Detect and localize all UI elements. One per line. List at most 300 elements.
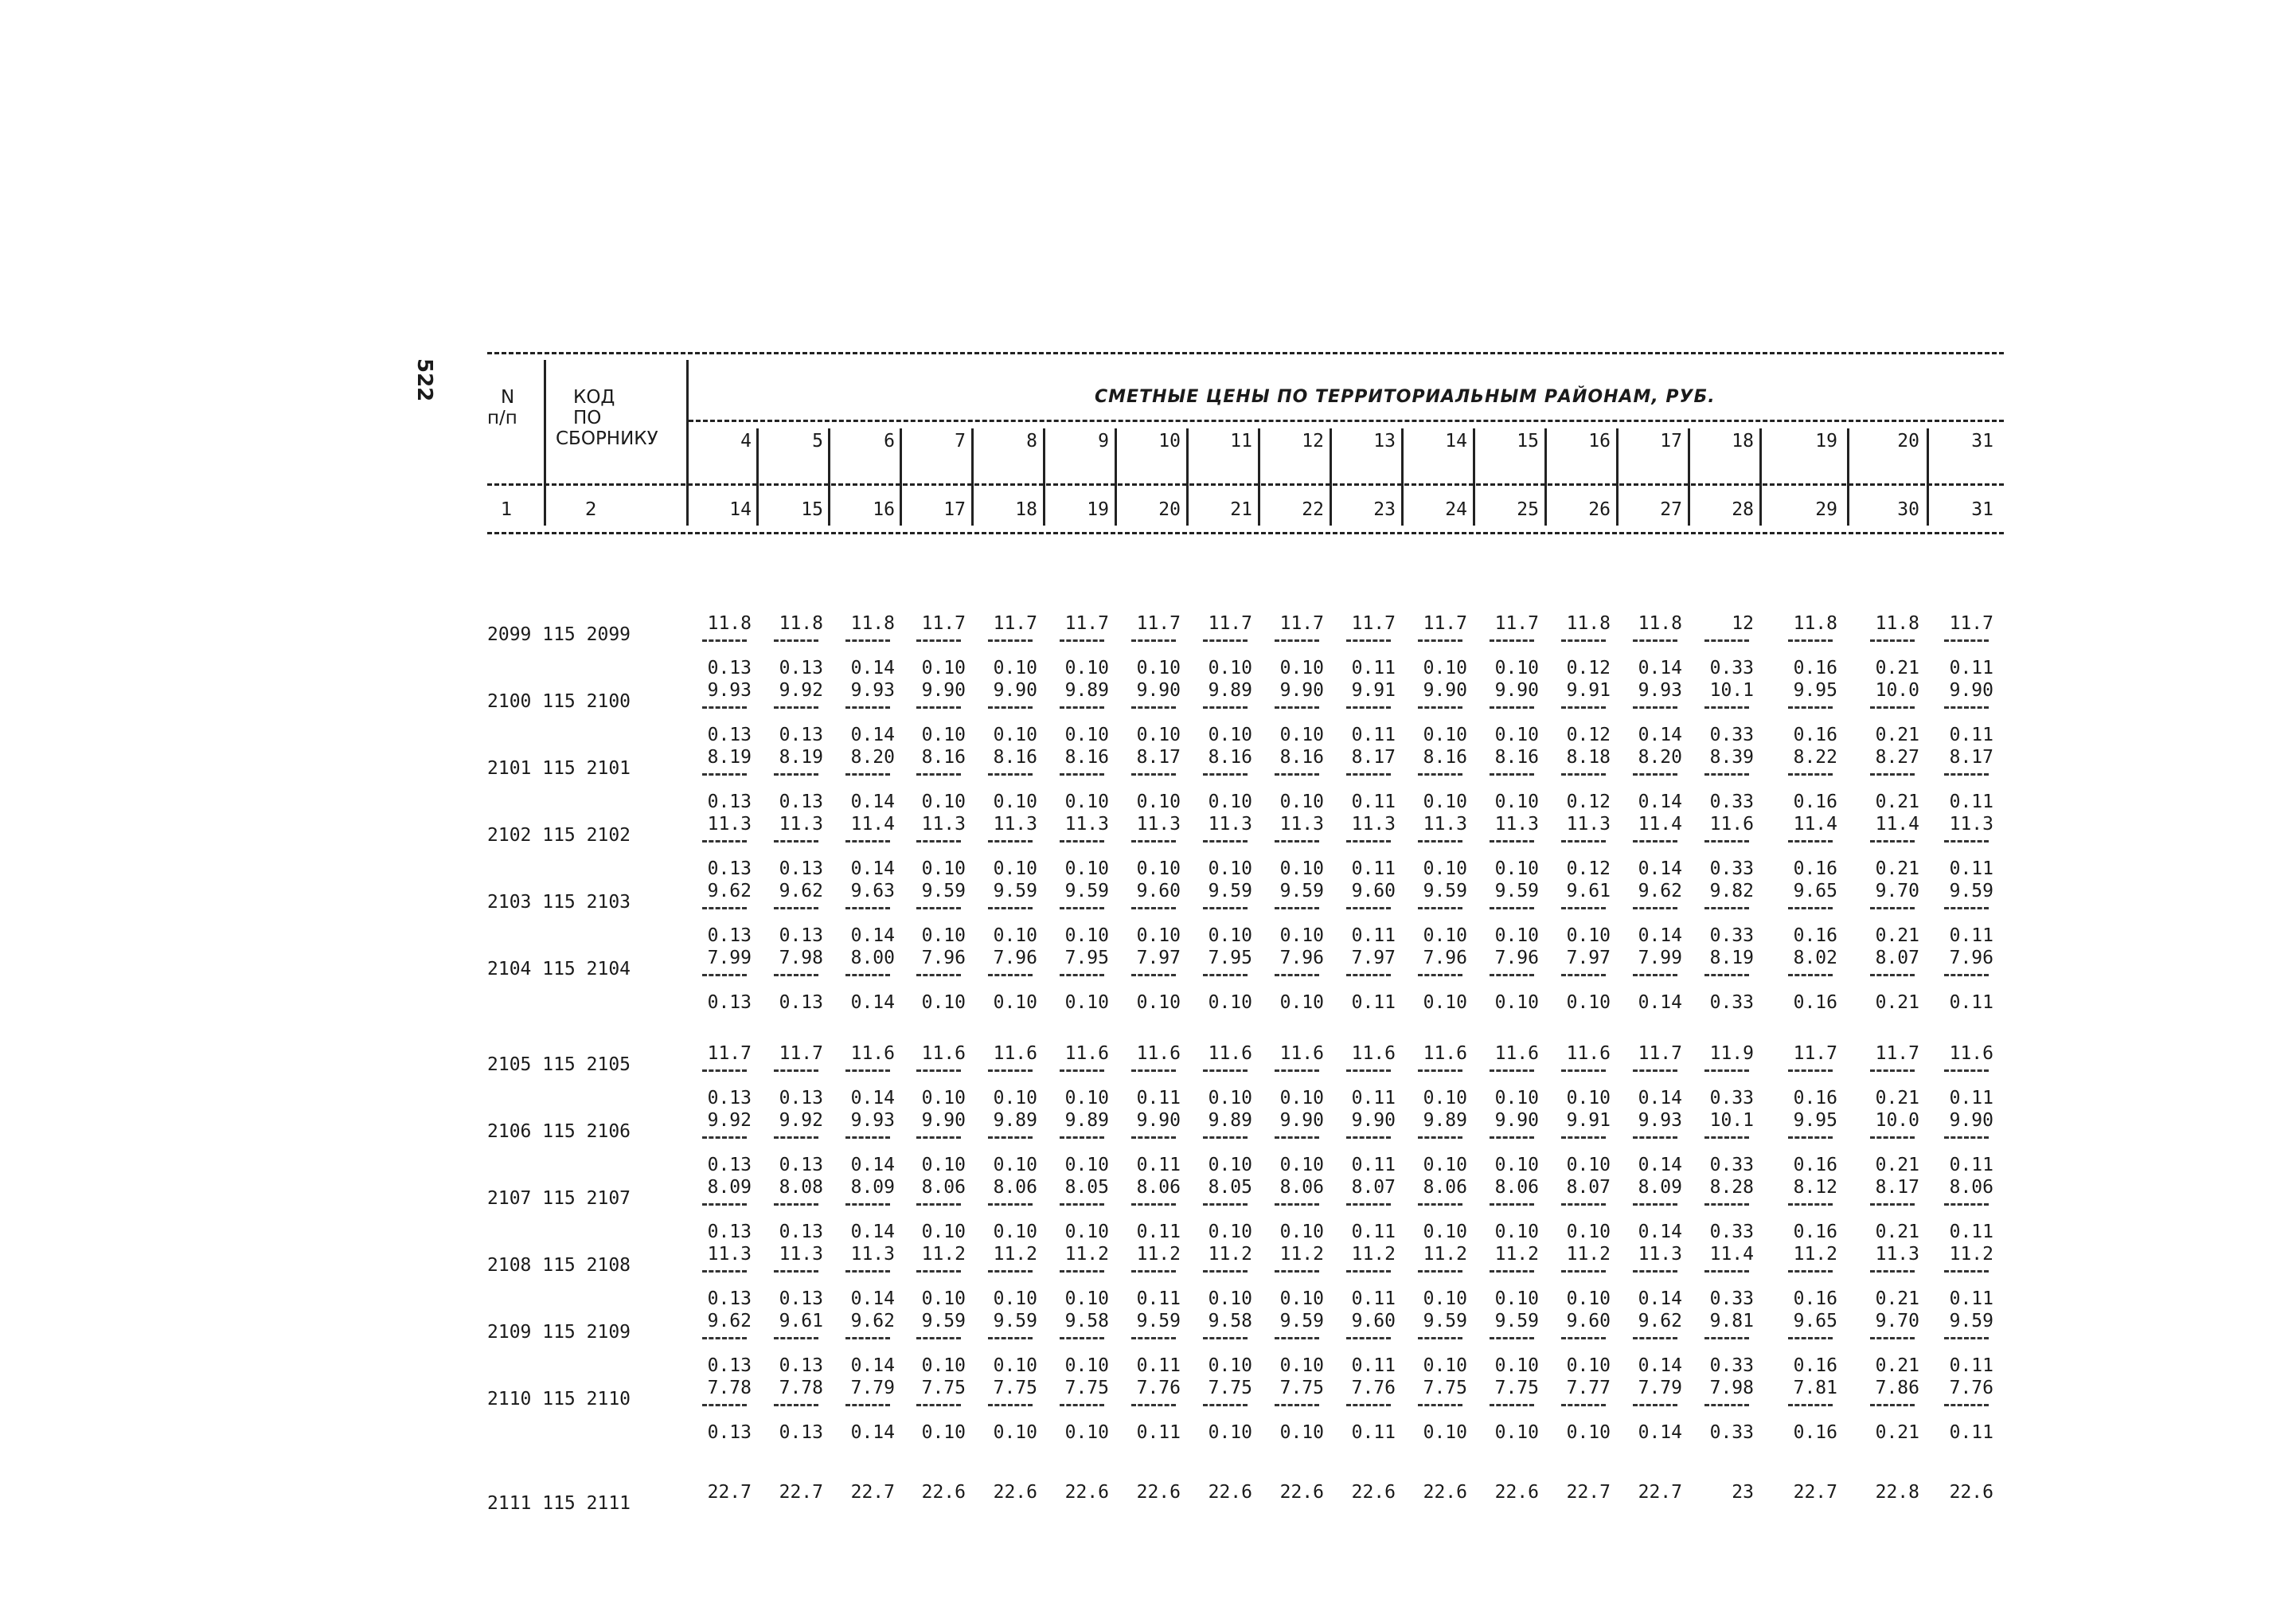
fraction-rule [702,974,747,976]
price-value: 7.76 [1351,1378,1396,1398]
coefficient-value: 0.11 [1136,1355,1181,1376]
fraction-rule [1704,1337,1749,1339]
fraction-rule [988,974,1033,976]
fraction-rule [1561,1337,1606,1339]
price-value: 11.6 [1064,1043,1109,1064]
price-value: 11.3 [1136,814,1181,835]
header-bottom-rule [487,532,2004,534]
price-value: 8.05 [1064,1177,1109,1198]
coefficient-value: 0.14 [1638,925,1682,946]
fraction-rule [1346,706,1391,709]
header-divider [686,360,689,526]
price-value: 11.6 [1709,814,1754,835]
fraction-rule [1203,840,1248,843]
header-divider [971,428,974,526]
price-value: 9.93 [850,1110,895,1131]
price-value: 7.96 [1279,948,1324,968]
row-code: 2111 115 2111 [487,1493,631,1514]
fraction-rule [1203,974,1248,976]
coefficient-value: 0.33 [1709,858,1754,879]
price-value: 22.6 [1351,1482,1396,1503]
coefficient-value: 0.16 [1793,658,1837,678]
fraction-rule [1870,1270,1915,1273]
fraction-rule [774,773,818,776]
row-code: 2103 115 2103 [487,892,631,913]
price-value: 7.95 [1064,948,1109,968]
fraction-rule [1788,1337,1833,1339]
fraction-rule [845,1136,890,1139]
price-value: 9.63 [850,881,895,901]
price-value: 11.4 [850,814,895,835]
header-index-2: 2 [585,499,597,520]
fraction-rule [1275,1337,1319,1339]
coefficient-value: 0.14 [1638,1422,1682,1443]
fraction-rule [845,1069,890,1072]
index-header: 14 [729,499,752,520]
coefficient-value: 0.21 [1875,658,1919,678]
row-code: 2102 115 2102 [487,825,631,846]
fraction-rule [1203,1136,1248,1139]
fraction-rule [1870,639,1915,642]
price-value: 8.20 [1638,747,1682,768]
fraction-rule [1561,1069,1606,1072]
fraction-rule [1275,773,1319,776]
fraction-rule [845,1404,890,1406]
fraction-rule [1275,907,1319,909]
price-value: 9.59 [1423,881,1467,901]
coefficient-value: 0.16 [1793,725,1837,745]
price-value: 9.92 [779,680,823,701]
fraction-rule [774,1136,818,1139]
fraction-rule [702,1136,747,1139]
fraction-rule [1704,907,1749,909]
coefficient-value: 0.10 [1208,992,1252,1013]
fraction-rule [1346,1203,1391,1206]
fraction-rule [1870,706,1915,709]
fraction-rule [774,1069,818,1072]
price-value: 8.16 [1279,747,1324,768]
coefficient-value: 0.10 [1494,1422,1539,1443]
price-value: 11.4 [1875,814,1919,835]
fraction-rule [988,1404,1033,1406]
row-code: 2108 115 2108 [487,1255,631,1276]
coefficient-value: 0.10 [1208,858,1252,879]
price-value: 8.09 [707,1177,752,1198]
price-value: 11.7 [1949,613,1993,634]
price-value: 8.39 [1709,747,1754,768]
coefficient-value: 0.16 [1793,1155,1837,1175]
fraction-rule [988,1136,1033,1139]
fraction-rule [1561,773,1606,776]
coefficient-value: 0.10 [1208,925,1252,946]
coefficient-value: 0.11 [1136,1422,1181,1443]
region-header: 9 [1098,431,1109,452]
fraction-rule [916,706,961,709]
header-divider [900,428,902,526]
coefficient-value: 0.10 [1279,858,1324,879]
fraction-rule [1704,1069,1749,1072]
price-value: 9.58 [1064,1311,1109,1331]
price-value: 11.2 [1136,1244,1181,1265]
coefficient-value: 0.10 [1494,1155,1539,1175]
price-value: 11.3 [1423,814,1467,835]
coefficient-value: 0.11 [1351,1355,1396,1376]
coefficient-value: 0.11 [1949,725,1993,745]
header-n-sub: п/п [487,408,517,428]
fraction-rule [1131,639,1176,642]
price-value: 11.2 [1793,1244,1837,1265]
coefficient-value: 0.13 [779,1422,823,1443]
coefficient-value: 0.10 [1494,1222,1539,1242]
price-value: 8.16 [921,747,966,768]
coefficient-value: 0.14 [850,1088,895,1108]
coefficient-value: 0.10 [993,1088,1037,1108]
index-header: 15 [801,499,823,520]
fraction-rule [1704,1270,1749,1273]
price-value: 7.96 [1494,948,1539,968]
price-value: 8.09 [1638,1177,1682,1198]
fraction-rule [916,1270,961,1273]
fraction-rule [1490,639,1534,642]
price-value: 11.6 [1566,1043,1611,1064]
coefficient-value: 0.10 [921,925,966,946]
price-value: 11.3 [1949,814,1993,835]
coefficient-value: 0.12 [1566,725,1611,745]
fraction-rule [1490,1337,1534,1339]
fraction-rule [1633,706,1677,709]
coefficient-value: 0.10 [1566,1088,1611,1108]
price-value: 9.95 [1793,1110,1837,1131]
coefficient-value: 0.10 [1566,1422,1611,1443]
coefficient-value: 0.10 [921,992,966,1013]
fraction-rule [845,907,890,909]
price-value: 9.93 [1638,680,1682,701]
price-value: 22.6 [1494,1482,1539,1503]
coefficient-value: 0.10 [1208,792,1252,812]
price-value: 9.59 [1064,881,1109,901]
fraction-rule [916,1337,961,1339]
fraction-rule [988,907,1033,909]
price-value: 7.97 [1136,948,1181,968]
coefficient-value: 0.10 [1566,925,1611,946]
price-value: 9.90 [1136,1110,1181,1131]
price-value: 9.65 [1793,1311,1837,1331]
coefficient-value: 0.10 [1208,725,1252,745]
coefficient-value: 0.33 [1709,658,1754,678]
coefficient-value: 0.11 [1351,1422,1396,1443]
coefficient-value: 0.10 [1566,1288,1611,1309]
price-value: 9.62 [707,1311,752,1331]
fraction-rule [1944,773,1989,776]
coefficient-value: 0.21 [1875,858,1919,879]
region-header: 6 [884,431,895,452]
coefficient-value: 0.13 [707,1288,752,1309]
price-value: 7.79 [1638,1378,1682,1398]
price-value: 7.75 [1279,1378,1324,1398]
price-value: 11.2 [1279,1244,1324,1265]
fraction-rule [916,974,961,976]
fraction-rule [988,706,1033,709]
coefficient-value: 0.12 [1566,792,1611,812]
price-value: 22.6 [1064,1482,1109,1503]
header-divider [828,428,830,526]
coefficient-value: 0.10 [1064,1288,1109,1309]
header-top-rule [487,352,2004,354]
fraction-rule [702,840,747,843]
coefficient-value: 0.21 [1875,1288,1919,1309]
header-divider [1258,428,1260,526]
coefficient-value: 0.13 [707,725,752,745]
region-header: 13 [1373,431,1396,452]
coefficient-value: 0.16 [1793,1355,1837,1376]
coefficient-value: 0.13 [707,792,752,812]
coefficient-value: 0.11 [1949,658,1993,678]
region-header: 11 [1230,431,1252,452]
fraction-rule [1788,706,1833,709]
fraction-rule [1561,639,1606,642]
header-divider [1759,428,1762,526]
price-value: 7.97 [1566,948,1611,968]
price-value: 7.96 [1423,948,1467,968]
fraction-rule [988,1337,1033,1339]
coefficient-value: 0.33 [1709,1355,1754,1376]
coefficient-value: 0.10 [921,1422,966,1443]
page-number: 522 [412,358,436,402]
price-value: 9.70 [1875,881,1919,901]
coefficient-value: 0.14 [850,658,895,678]
price-value: 11.8 [1793,613,1837,634]
coefficient-value: 0.14 [1638,658,1682,678]
price-value: 7.95 [1208,948,1252,968]
header-divider [1473,428,1475,526]
coefficient-value: 0.11 [1351,792,1396,812]
price-value: 11.7 [1793,1043,1837,1064]
fraction-rule [845,773,890,776]
fraction-rule [845,639,890,642]
price-value: 8.06 [993,1177,1037,1198]
fraction-rule [1131,840,1176,843]
fraction-rule [1275,1069,1319,1072]
header-divider [1115,428,1117,526]
coefficient-value: 0.13 [779,1155,823,1175]
fraction-rule [1788,1270,1833,1273]
coefficient-value: 0.13 [779,1222,823,1242]
coefficient-value: 0.14 [850,1355,895,1376]
price-value: 11.8 [850,613,895,634]
fraction-rule [988,773,1033,776]
coefficient-value: 0.14 [850,792,895,812]
price-value: 22.7 [850,1482,895,1503]
price-value: 9.59 [1949,1311,1993,1331]
coefficient-value: 0.10 [921,1088,966,1108]
price-value: 22.6 [1949,1482,1993,1503]
coefficient-value: 0.14 [850,992,895,1013]
price-value: 11.3 [921,814,966,835]
coefficient-value: 0.10 [1494,658,1539,678]
price-value: 9.90 [1949,1110,1993,1131]
price-value: 9.91 [1566,1110,1611,1131]
region-header: 8 [1026,431,1037,452]
price-value: 8.07 [1566,1177,1611,1198]
coefficient-value: 0.10 [1279,1155,1324,1175]
coefficient-value: 0.13 [707,992,752,1013]
fraction-rule [1418,1136,1462,1139]
fraction-rule [916,639,961,642]
coefficient-value: 0.10 [1136,792,1181,812]
price-value: 11.3 [779,814,823,835]
price-value: 9.89 [1208,680,1252,701]
coefficient-value: 0.10 [1423,992,1467,1013]
price-value: 9.91 [1566,680,1611,701]
coefficient-value: 0.10 [1208,1155,1252,1175]
fraction-rule [1870,1136,1915,1139]
row-code: 2106 115 2106 [487,1121,631,1142]
coefficient-value: 0.14 [850,1222,895,1242]
fraction-rule [988,1203,1033,1206]
price-value: 9.59 [921,881,966,901]
fraction-rule [1060,1069,1104,1072]
fraction-rule [774,840,818,843]
fraction-rule [1633,907,1677,909]
coefficient-value: 0.14 [1638,1355,1682,1376]
coefficient-value: 0.10 [1208,658,1252,678]
price-value: 11.3 [1638,1244,1682,1265]
coefficient-value: 0.21 [1875,792,1919,812]
fraction-rule [1870,773,1915,776]
coefficient-value: 0.11 [1949,925,1993,946]
fraction-rule [1870,907,1915,909]
price-value: 11.3 [707,1244,752,1265]
fraction-rule [916,1069,961,1072]
fraction-rule [1788,907,1833,909]
coefficient-value: 0.11 [1136,1288,1181,1309]
fraction-rule [1275,1270,1319,1273]
coefficient-value: 0.14 [1638,992,1682,1013]
fraction-rule [702,773,747,776]
fraction-rule [1131,1404,1176,1406]
coefficient-value: 0.10 [1279,1088,1324,1108]
region-header: 15 [1517,431,1539,452]
price-value: 9.59 [993,1311,1037,1331]
price-value: 11.7 [1494,613,1539,634]
price-value: 8.16 [1423,747,1467,768]
fraction-rule [1788,1203,1833,1206]
coefficient-value: 0.33 [1709,725,1754,745]
coefficient-value: 0.10 [1423,1355,1467,1376]
fraction-rule [1203,1404,1248,1406]
price-value: 9.60 [1351,881,1396,901]
coefficient-value: 0.11 [1351,658,1396,678]
header-divider [1330,428,1332,526]
price-value: 11.7 [1136,613,1181,634]
price-value: 9.90 [1494,680,1539,701]
price-value: 22.6 [1208,1482,1252,1503]
fraction-rule [1060,1337,1104,1339]
fraction-rule [1704,840,1749,843]
fraction-rule [1944,706,1989,709]
fraction-rule [1870,1337,1915,1339]
price-value: 11.2 [993,1244,1037,1265]
coefficient-value: 0.10 [1208,1288,1252,1309]
coefficient-value: 0.11 [1949,1355,1993,1376]
index-header: 26 [1588,499,1611,520]
price-value: 8.06 [1494,1177,1539,1198]
fraction-rule [1131,1203,1176,1206]
fraction-rule [1060,1136,1104,1139]
fraction-rule [1060,773,1104,776]
index-header: 19 [1087,499,1109,520]
fraction-rule [702,639,747,642]
fraction-rule [1788,1069,1833,1072]
coefficient-value: 0.10 [921,1222,966,1242]
price-value: 9.59 [1494,1311,1539,1331]
fraction-rule [1944,1069,1989,1072]
price-value: 9.90 [921,1110,966,1131]
price-value: 9.62 [1638,1311,1682,1331]
coefficient-value: 0.10 [993,658,1037,678]
coefficient-value: 0.10 [921,1155,966,1175]
price-value: 11.3 [1351,814,1396,835]
coefficient-value: 0.16 [1793,992,1837,1013]
fraction-rule [1203,1270,1248,1273]
fraction-rule [845,974,890,976]
price-value: 8.20 [850,747,895,768]
coefficient-value: 0.11 [1949,1155,1993,1175]
coefficient-value: 0.10 [1064,658,1109,678]
price-value: 7.96 [921,948,966,968]
index-header: 21 [1230,499,1252,520]
price-value: 11.7 [1279,613,1324,634]
header-sub-rule [487,483,2004,486]
coefficient-value: 0.10 [1064,925,1109,946]
fraction-rule [1633,1270,1677,1273]
price-value: 22.6 [1279,1482,1324,1503]
price-value: 8.28 [1709,1177,1754,1198]
price-value: 9.59 [921,1311,966,1331]
price-value: 7.99 [1638,948,1682,968]
price-value: 11.6 [850,1043,895,1064]
coefficient-value: 0.10 [993,858,1037,879]
region-header: 31 [1971,431,1993,452]
coefficient-value: 0.14 [1638,858,1682,879]
fraction-rule [702,1069,747,1072]
price-value: 11.2 [1208,1244,1252,1265]
price-value: 9.89 [993,1110,1037,1131]
coefficient-value: 0.11 [1351,858,1396,879]
price-value: 10.0 [1875,1110,1919,1131]
fraction-rule [845,840,890,843]
fraction-rule [1203,706,1248,709]
price-value: 7.98 [779,948,823,968]
fraction-rule [1561,706,1606,709]
coefficient-value: 0.10 [993,792,1037,812]
price-value: 7.76 [1949,1378,1993,1398]
region-header: 5 [812,431,823,452]
price-value: 7.75 [993,1378,1037,1398]
fraction-rule [1490,773,1534,776]
price-value: 8.17 [1875,1177,1919,1198]
coefficient-value: 0.33 [1709,1222,1754,1242]
fraction-rule [774,974,818,976]
coefficient-value: 0.14 [850,925,895,946]
price-value: 9.89 [1423,1110,1467,1131]
coefficient-value: 0.10 [1208,1222,1252,1242]
fraction-rule [1944,907,1989,909]
price-value: 22.7 [1793,1482,1837,1503]
coefficient-value: 0.11 [1351,992,1396,1013]
fraction-rule [1870,840,1915,843]
region-header: 19 [1815,431,1837,452]
